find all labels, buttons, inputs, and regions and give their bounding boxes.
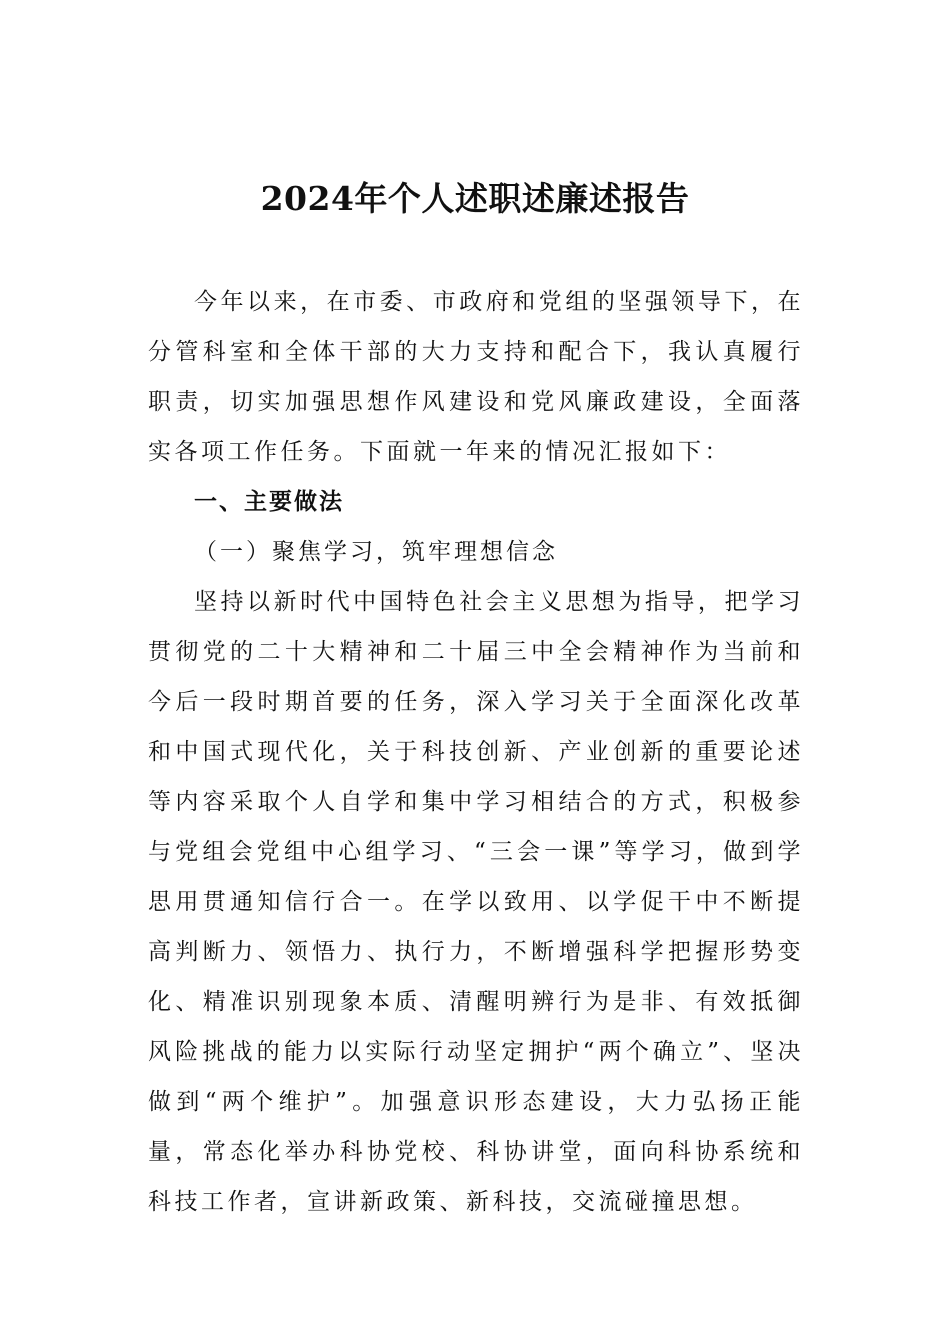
intro-paragraph: 今年以来，在市委、市政府和党组的坚强领导下，在分管科室和全体干部的大力支持和配合下，我认真履行职责，切实加强思想作风建设和党风廉政建设，全面落实各项工作任务。下面就一年来的情况汇报如下： — [148, 289, 804, 465]
document-body — [148, 277, 804, 1227]
study-paragraph: 坚持以新时代中国特色社会主义思想为指导，把学习贯彻党的二十大精神和二十届三中全会精神作为当前和今后一段时期首要的任务，深入学习关于全面深化改革和中国式现代化，关于科技创新、产业创新的重要论述等内容采取个人自学和集中学习相结合的方式，积极参与党组会党组中心组学习、“三会一课”等学习，做到学思用贯通知信行合一。在学以致用、以学促干中不断提高判断力、领悟力、执行力，不断增强科学把握形势变化、精准识别现象本质、清醒明辨行为是非、有效抵御风险挑战的能力以实际行动坚定拥护“两个确立”、坚决做到“两个维护”。加强意识形态建设，大力弘扬正能量，常态化举办科协党校、科协讲堂，面向科协系统和科技工作者，宣讲新政策、新科技，交流碰撞思想。 — [148, 589, 804, 1215]
document-title: 2024年个人述职述廉述报告 — [260, 179, 690, 218]
subsection-heading-study: （一）聚焦学习，筑牢理想信念 — [194, 539, 558, 565]
section-heading-main-practices: 一、主要做法 — [194, 489, 344, 515]
